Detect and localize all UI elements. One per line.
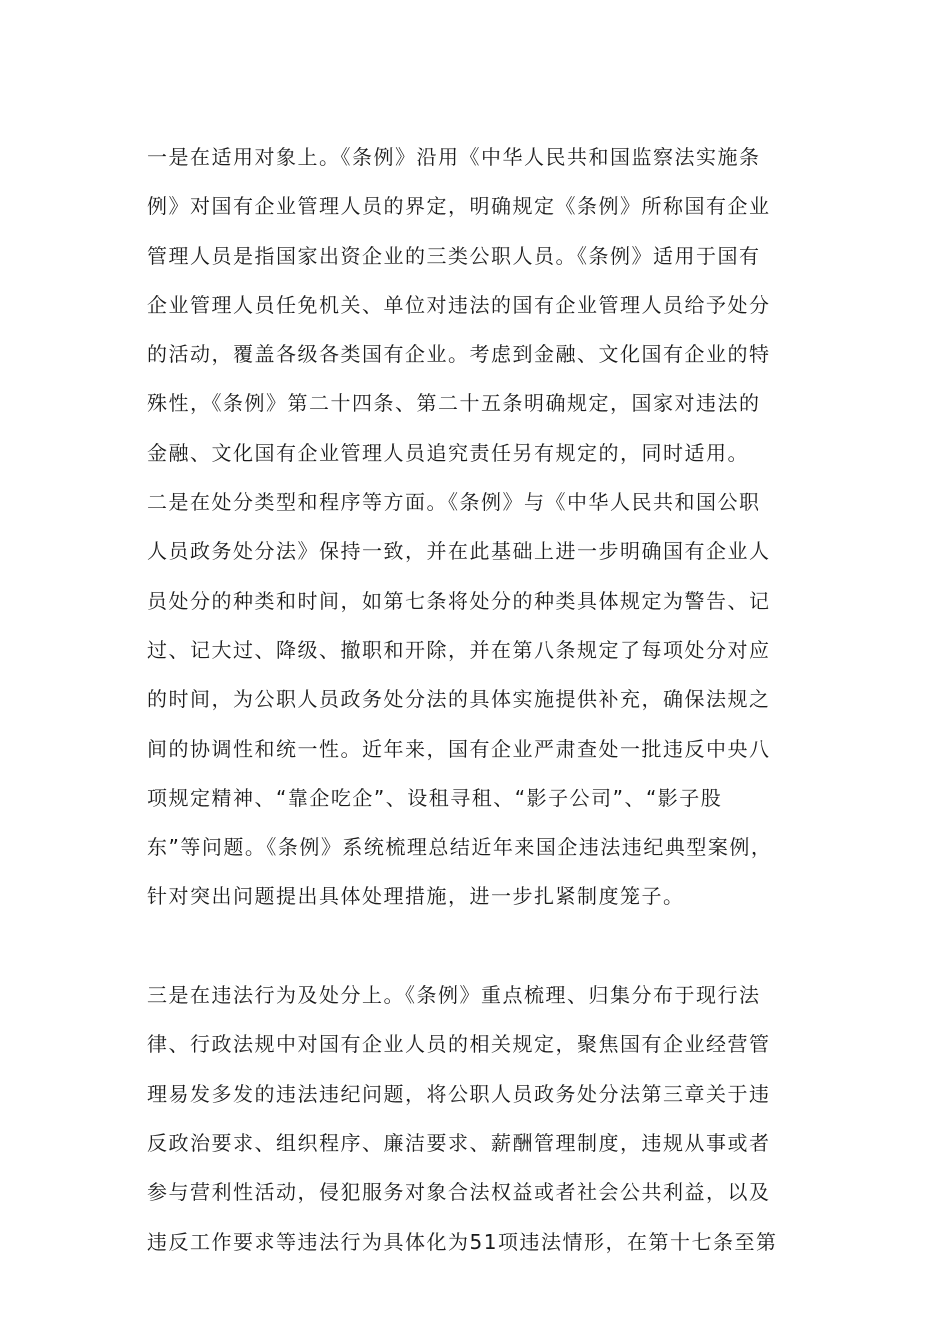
text-line: 针对突出问题提出具体处理措施，进一步扎紧制度笼子。 bbox=[147, 884, 685, 909]
text-line: 过、记大过、降级、撤职和开除，并在第八条规定了每项处分对应 bbox=[147, 637, 771, 662]
text-line: 的时间，为公职人员政务处分法的具体实施提供补充，确保法规之 bbox=[147, 687, 771, 712]
text-line: 东”等问题。《条例》系统梳理总结近年来国企违法违纪典型案例， bbox=[147, 835, 773, 860]
text-line: 例》对国有企业管理人员的界定，明确规定《条例》所称国有企业 bbox=[147, 194, 771, 219]
text-line: 一是在适用对象上。《条例》沿用《中华人民共和国监察法实施条 bbox=[147, 145, 761, 169]
text-line: 殊性，《条例》第二十四条、第二十五条明确规定，国家对违法的 bbox=[147, 391, 761, 416]
text-line: 人员政务处分法》保持一致，并在此基础上进一步明确国有企业人 bbox=[147, 539, 771, 564]
text-line bbox=[147, 922, 807, 971]
text-line: 的活动，覆盖各级各类国有企业。考虑到金融、文化国有企业的特 bbox=[147, 342, 771, 367]
paragraph-sanction-types bbox=[147, 478, 807, 971]
document-body bbox=[147, 133, 807, 1267]
text-line: 理易发多发的违法违纪问题，将公职人员政务处分法第三章关于违 bbox=[147, 1081, 771, 1106]
paragraph-applicable-objects bbox=[147, 133, 807, 478]
text-line: 参与营利性活动，侵犯服务对象合法权益或者社会公共利益，以及 bbox=[147, 1180, 771, 1205]
text-line: 三是在违法行为及处分上。《条例》重点梳理、归集分布于现行法 bbox=[147, 983, 761, 1008]
paragraph-violations bbox=[147, 971, 807, 1267]
text-line: 违反工作要求等违法行为具体化为51项违法情形，在第十七条至第 bbox=[147, 1229, 778, 1254]
text-line: 员处分的种类和时间，如第七条将处分的种类具体规定为警告、记 bbox=[147, 588, 771, 613]
text-line: 管理人员是指国家出资企业的三类公职人员。《条例》适用于国有 bbox=[147, 243, 761, 268]
text-line: 金融、文化国有企业管理人员追究责任另有规定的，同时适用。 bbox=[147, 440, 749, 465]
text-line: 间的协调性和统一性。近年来，国有企业严肃查处一批违反中央八 bbox=[147, 736, 771, 761]
text-line: 二是在处分类型和程序等方面。《条例》与《中华人民共和国公职 bbox=[147, 490, 761, 515]
text-line: 企业管理人员任免机关、单位对违法的国有企业管理人员给予处分 bbox=[147, 292, 771, 317]
text-line: 项规定精神、“靠企吃企”、设租寻租、“影子公司”、“影子股 bbox=[147, 785, 723, 810]
text-line: 律、行政法规中对国有企业人员的相关规定，聚焦国有企业经营管 bbox=[147, 1032, 771, 1057]
text-line: 反政治要求、组织程序、廉洁要求、薪酬管理制度，违规从事或者 bbox=[147, 1130, 771, 1155]
